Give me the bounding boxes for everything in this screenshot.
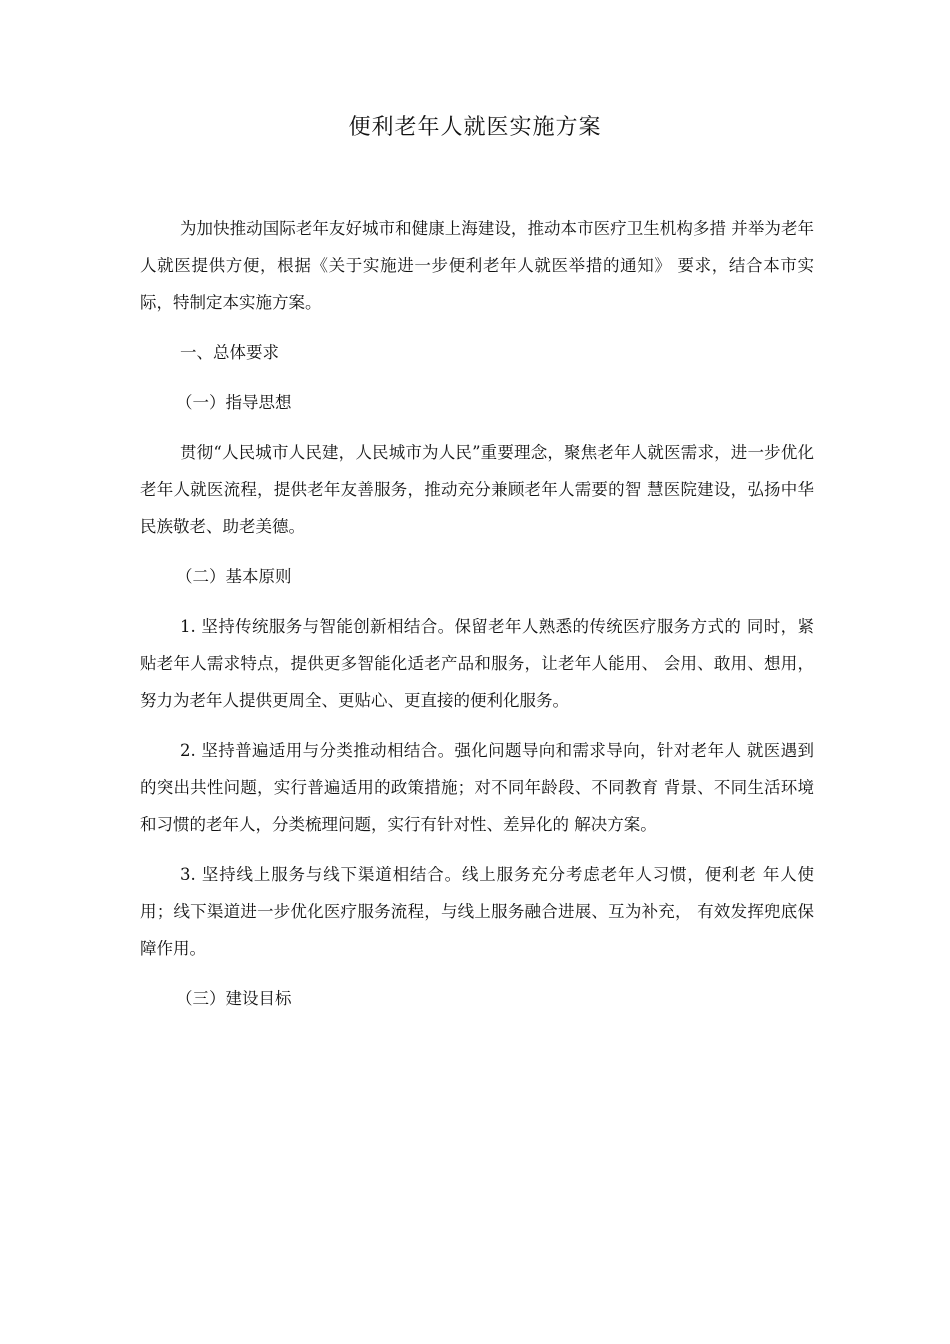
intro-paragraph: 为加快推动国际老年友好城市和健康上海建设，推动本市医疗卫生机构多措 并举为老年人就医提供方便，根据《关于实施进一步便利老年人就医举措的通知》 要求，结合本市实际，特制定本实施方案。 [140, 219, 814, 312]
subsection-heading-guiding-ideology: （一）指导思想 [176, 393, 292, 412]
document-title: 便利老年人就医实施方案 [348, 115, 602, 140]
document-body [140, 210, 814, 1030]
subsection-heading-construction-goals: （三）建设目标 [176, 989, 292, 1008]
principle-paragraph-1: 1. 坚持传统服务与智能创新相结合。保留老年人熟悉的传统医疗服务方式的 同时，紧贴老年人需求特点，提供更多智能化适老产品和服务，让老年人能用、 会用、敢用、想用，努力为老年人提供更周全、更贴心、更直接的便利化服务。 [140, 617, 814, 710]
guiding-ideology-paragraph: 贯彻“人民城市人民建，人民城市为人民”重要理念，聚焦老年人就医需求，进一步优化老年人就医流程，提供老年友善服务，推动充分兼顾老年人需要的智 慧医院建设，弘扬中华民族敬老、助老美德。 [140, 443, 814, 536]
principle-paragraph-2: 2. 坚持普遍适用与分类推动相结合。强化问题导向和需求导向，针对老年人 就医遇到的突出共性问题，实行普遍适用的政策措施；对不同年龄段、不同教育 背景、不同生活环境和习惯的老年人，分类梳理问题，实行有针对性、差异化的 解决方案。 [140, 741, 814, 834]
principle-paragraph-3: 3. 坚持线上服务与线下渠道相结合。线上服务充分考虑老年人习惯，便利老 年人使用；线下渠道进一步优化医疗服务流程，与线上服务融合进展、互为补充， 有效发挥兜底保障作用。 [140, 865, 814, 958]
subsection-heading-basic-principles: （二）基本原则 [176, 567, 292, 586]
section-heading-general-requirements: 一、总体要求 [180, 343, 279, 362]
